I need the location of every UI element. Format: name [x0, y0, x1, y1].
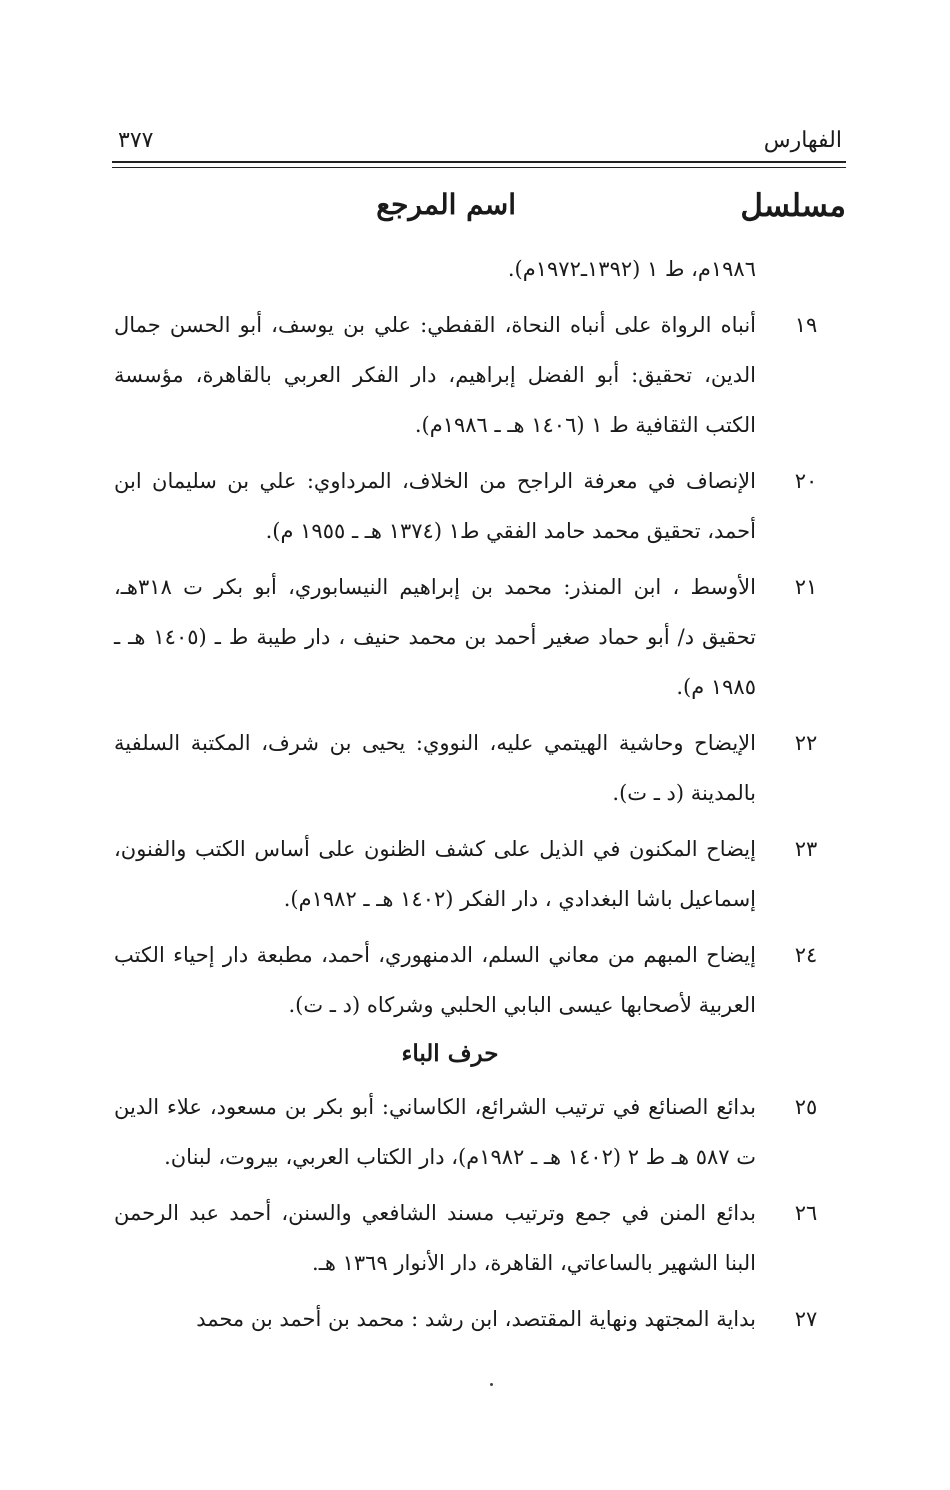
entry-number: ٢٦: [794, 1201, 818, 1225]
entry-number: ٢٢: [794, 731, 818, 755]
entry-text: الإنصاف في معرفة الراجح من الخلاف، المرداوي: علي بن سليمان ابن أحمد، تحقيق محمد حامد الفقي ط١ (١٣٧٤ هـ ـ ١٩٥٥ م).: [114, 469, 756, 543]
running-head: [118, 120, 842, 160]
section-name: الفهارس: [763, 127, 842, 153]
column-headings: [112, 188, 846, 238]
header-rule-thin: [112, 167, 846, 168]
entry-text: إيضاح المبهم من معاني السلم، الدمنهوري، أحمد، مطبعة دار إحياء الكتب العربية لأصحابها عيسى البابي الحلبي وشركاه (د ـ ت).: [114, 943, 756, 1017]
entry-text: بدائع المنن في جمع وترتيب مسند الشافعي والسنن، أحمد عبد الرحمن البنا الشهير بالساعاتي، القاهرة، دار الأنوار ١٣٦٩ هـ.: [114, 1201, 756, 1275]
entry-text: ١٩٨٦م، ط ١ (١٣٩٢ـ١٩٧٢م).: [507, 257, 756, 281]
entry-number: ٢١: [794, 575, 818, 599]
list-item: [114, 300, 846, 450]
entry-text: بدائع الصنائع في ترتيب الشرائع، الكاساني: أبو بكر بن مسعود، علاء الدين ت ٥٨٧ هـ ط ٢ (١٤٠٢ هـ ـ ١٩٨٢م)، دار الكتاب العربي، بيروت، لبنان.: [114, 1095, 756, 1169]
list-item: [114, 562, 846, 712]
entry-text: الإيضاح وحاشية الهيتمي عليه، النووي: يحيى بن شرف، المكتبة السلفية بالمدينة (د ـ ت).: [114, 731, 756, 805]
list-item: [114, 1082, 846, 1182]
list-item: [114, 824, 846, 924]
list-item: [114, 456, 846, 556]
entry-text: بداية المجتهد ونهاية المقتصد، ابن رشد : محمد بن أحمد بن محمد: [196, 1307, 756, 1331]
entry-number: ٢٠: [794, 469, 818, 493]
entry-text: الأوسط ، ابن المنذر: محمد بن إبراهيم النيسابوري، أبو بكر ت ٣١٨هـ، تحقيق د/ أبو حماد صغير أحمد بن محمد حنيف ، دار طيبة ط ـ (١٤٠٥ هـ ـ ١٩٨٥ م).: [114, 575, 756, 699]
entry-number: ٢٥: [794, 1095, 818, 1119]
continuation-text: [114, 244, 846, 294]
reference-column-heading: اسم المرجع: [376, 188, 516, 221]
page-number: ٣٧٧: [118, 127, 154, 153]
page-speck: [490, 1383, 493, 1386]
serial-column-heading: مسلسل: [740, 188, 846, 224]
list-item: [114, 1188, 846, 1288]
section-title: حرف الباء: [401, 1040, 499, 1067]
list-item: [114, 930, 846, 1030]
list-item: [114, 718, 846, 818]
entry-number: ٢٧: [794, 1307, 818, 1331]
header-rule: [112, 161, 846, 163]
entry-number: ١٩: [794, 313, 818, 337]
entry-number: ٢٤: [794, 943, 818, 967]
reference-list: [114, 244, 846, 1344]
list-item: [114, 1294, 846, 1344]
entry-text: إيضاح المكنون في الذيل على كشف الظنون على أساس الكتب والفنون، إسماعيل باشا البغدادي ، دار الفكر (١٤٠٢ هـ ـ ١٩٨٢م).: [114, 837, 756, 911]
entry-number: ٢٣: [794, 837, 818, 861]
entry-text: أنباه الرواة على أنباه النحاة، القفطي: علي بن يوسف، أبو الحسن جمال الدين، تحقيق: أبو الفضل إبراهيم، دار الفكر العربي بالقاهرة، مؤسسة الكتب الثقافية ط ١ (١٤٠٦ هـ ـ ١٩٨٦م).: [114, 313, 756, 437]
